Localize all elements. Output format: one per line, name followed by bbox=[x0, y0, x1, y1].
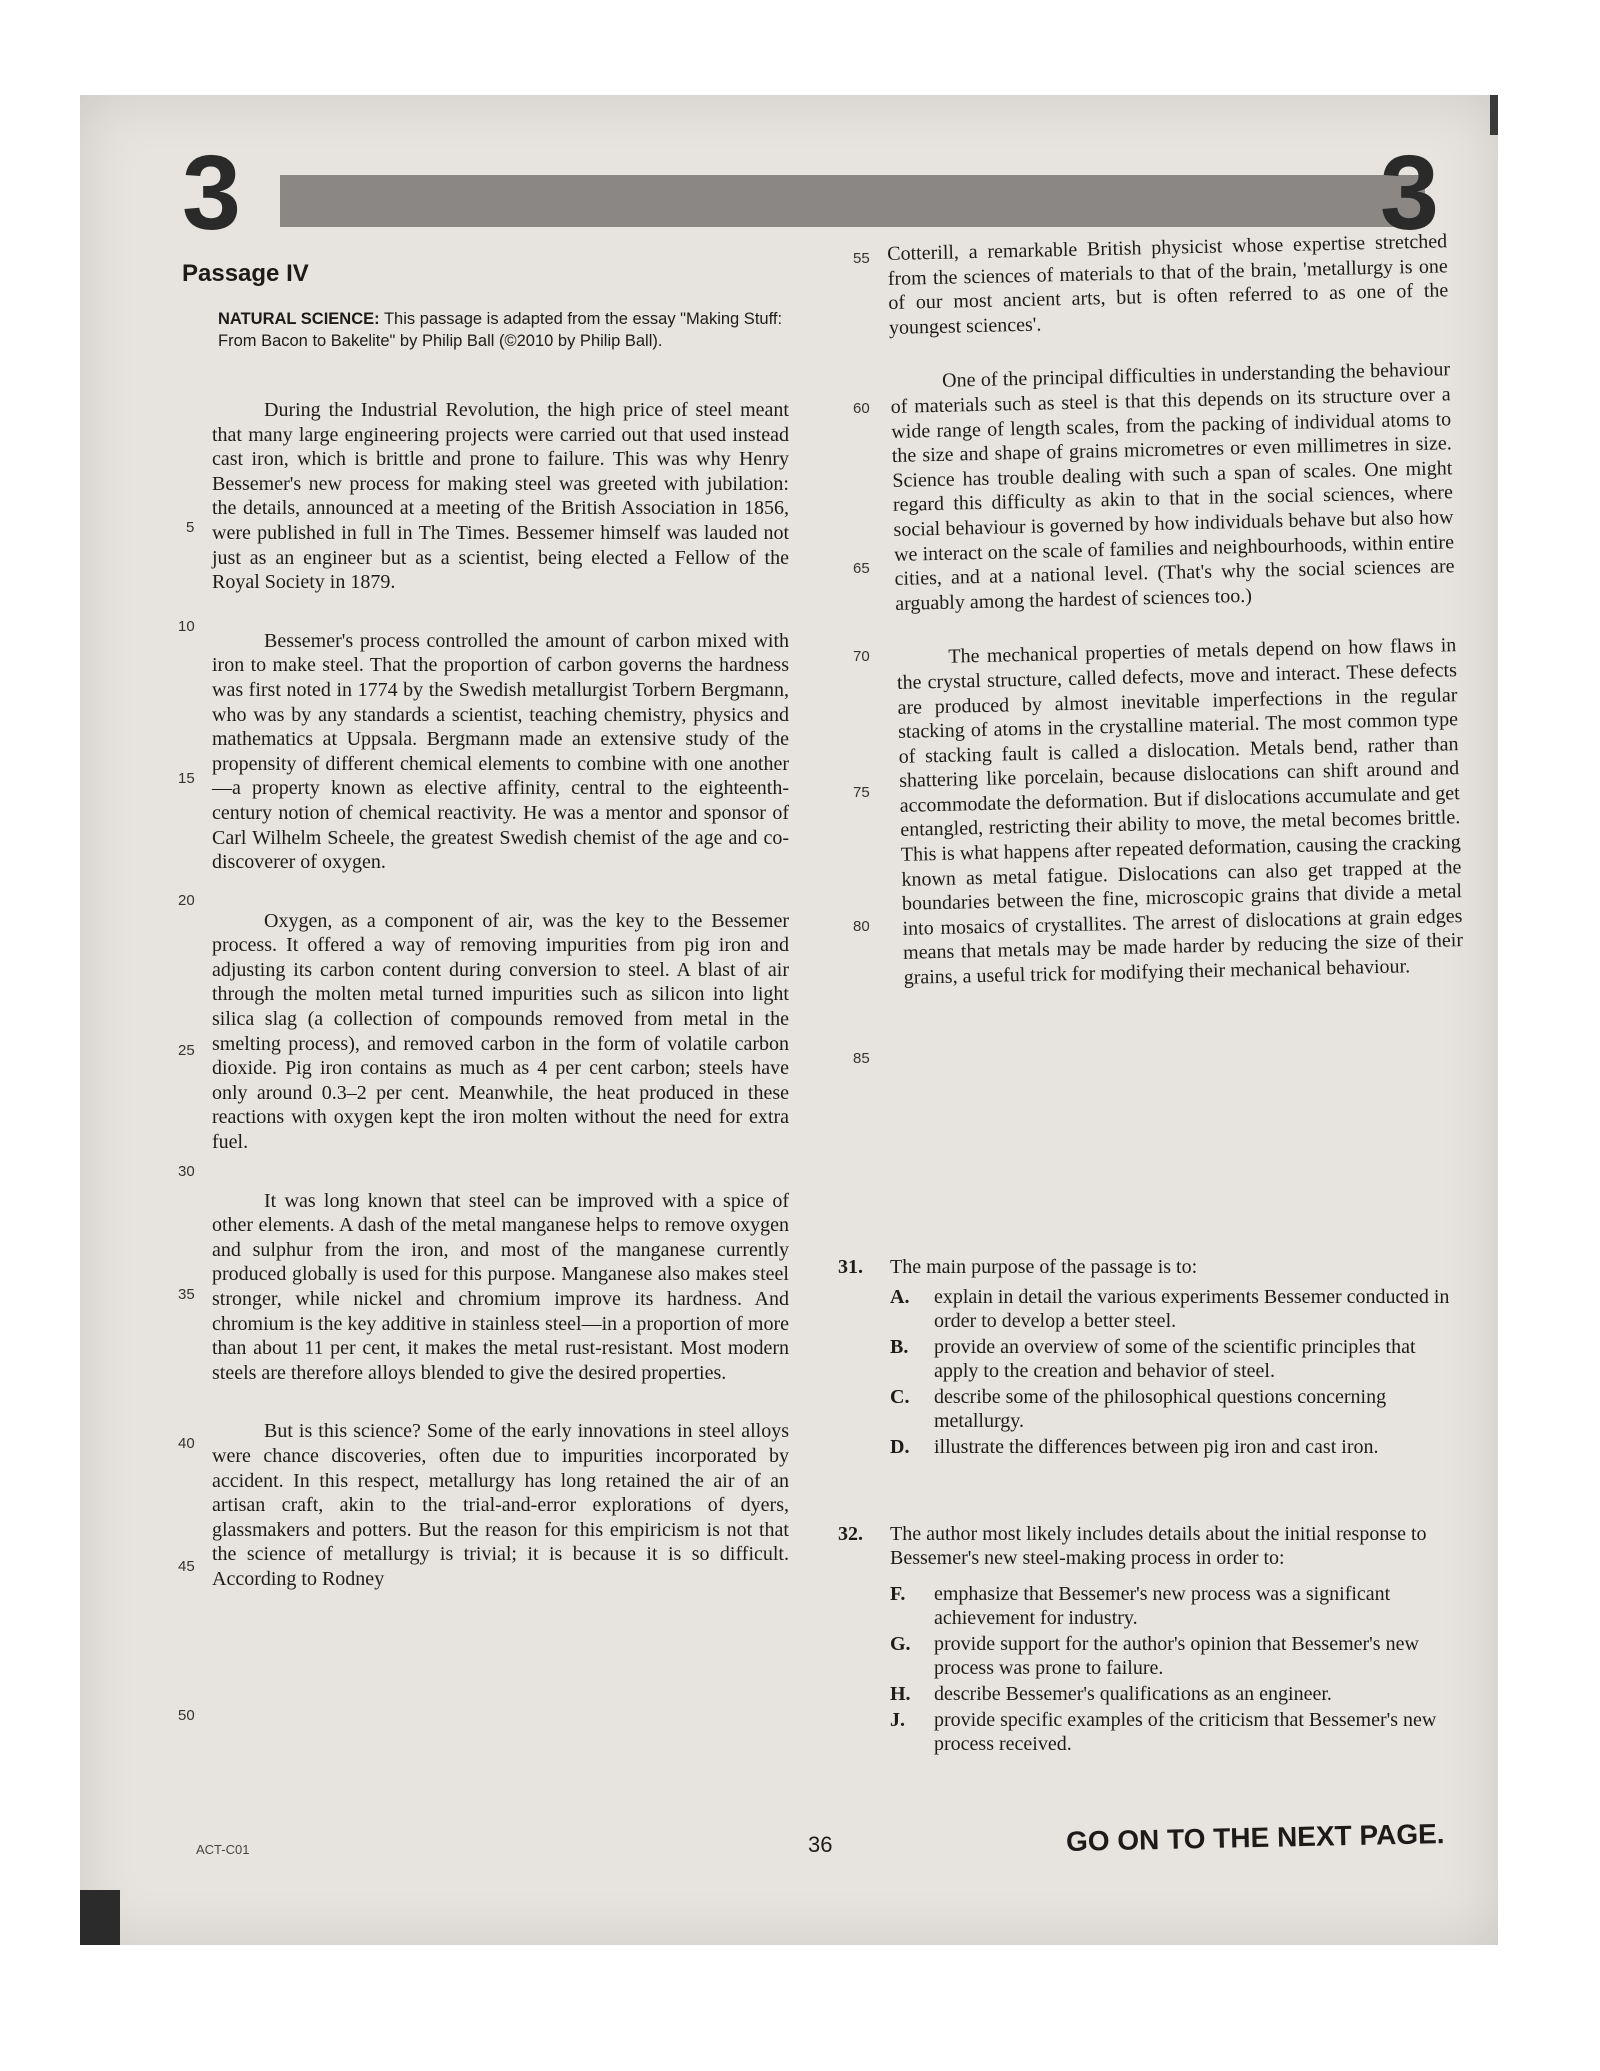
option-text: illustrate the differences between pig iron and cast iron. bbox=[934, 1436, 1379, 1458]
option-label: G. bbox=[890, 1633, 911, 1655]
line-number: 65 bbox=[853, 560, 870, 577]
option-label: B. bbox=[890, 1336, 909, 1358]
go-on-notice: GO ON TO THE NEXT PAGE. bbox=[1065, 1818, 1445, 1857]
form-code: ACT-C01 bbox=[196, 1842, 250, 1857]
answer-option-j[interactable] bbox=[890, 1708, 1450, 1756]
option-label: J. bbox=[890, 1709, 905, 1731]
section-number-right: 3 bbox=[1380, 134, 1439, 252]
source-text: This passage is adapted from the essay "Making Stuff: From Bacon to Bakelite" by Philip Ball (©2010 by Philip Ball). bbox=[218, 310, 783, 350]
line-number: 50 bbox=[178, 1707, 195, 1724]
line-number: 40 bbox=[178, 1435, 195, 1452]
paragraph-1: During the Industrial Revolution, the high price of steel meant that many large engineering projects were carried out that used instead cast iron, which is brittle and prone to failure. This was why Henry Bessemer's new process for making steel was greeted with jubilation: the details, announced at a meeting of the British Association in 1856, were published in full in The Times. Bessemer himself was lauded not just as an engineer but as a scientist, being elected a Fellow of the Royal Society in 1879. bbox=[212, 399, 789, 594]
passage-title: Passage IV bbox=[182, 260, 309, 287]
line-number: 5 bbox=[186, 519, 195, 536]
paragraph-8: The mechanical properties of metals depend on how flaws in the crystal structure, called defects, move and interact. These defects are produced by almost inevitable imperfections in the regular stacking of atoms in the crystalline material. The most common type of stacking fault is called a dislocation. Metals bend, rather than shattering like porcelain, because dislocations can shift around and accommodate the deformation. But if dislocations accumulate and get entangled, restricting their ability to move, the metal becomes brittle. This is what happens after repeated deformation, causing the cracking known as metal fatigue. Dislocations can also get trapped at the boundaries between the fine, microscopic grains that divide a metal into mosaics of crystallites. The arrest of dislocations at grain edges means that metals may be made harder by reducing the size of their grains, a useful trick for modifying their mechanical behaviour. bbox=[896, 634, 1464, 989]
passage-left-column bbox=[212, 398, 789, 1592]
line-number: 80 bbox=[853, 918, 870, 935]
line-number: 55 bbox=[853, 250, 870, 267]
line-number: 85 bbox=[853, 1050, 870, 1067]
line-number: 30 bbox=[178, 1163, 195, 1180]
paragraph-4: It was long known that steel can be improved with a spice of other elements. A dash of the metal manganese helps to remove oxygen and sulphur from the iron, and most of the manganese currently produced globally is used for this purpose. Manganese also makes steel stronger, while nickel and chromium improve its hardness. And chromium is the key additive in stainless steel—in a proportion of more than about 11 per cent, it makes the metal rust-resistant. Most modern steels are therefore alloys blended to give the desired properties. bbox=[212, 1189, 789, 1384]
answer-option-h[interactable] bbox=[890, 1682, 1450, 1706]
question-number: 32. bbox=[838, 1523, 863, 1545]
question-31 bbox=[838, 1255, 1450, 1459]
question-stem: The author most likely includes details about the initial response to Bessemer's new steel-making process in order to: bbox=[890, 1523, 1427, 1569]
question-number: 31. bbox=[838, 1256, 863, 1278]
passage-right-column bbox=[887, 229, 1464, 990]
question-32 bbox=[838, 1522, 1450, 1756]
answer-option-a[interactable] bbox=[890, 1285, 1450, 1333]
question-stem: The main purpose of the passage is to: bbox=[890, 1256, 1198, 1278]
line-number: 70 bbox=[853, 648, 870, 665]
source-label: NATURAL SCIENCE: bbox=[218, 310, 380, 328]
paragraph-7: One of the principal difficulties in understanding the behaviour of materials such as steel is that this depends on its structure over a wide range of length scales, from the packing of individual atoms to the size and shape of grains micrometres or even millimetres in size. Science has trouble dealing with such a span of scales. One might regard this difficulty as akin to that in the social sciences, where social behaviour is governed by how individuals behave but also how we interact on the scale of families and neighbourhoods, within entire cities, and at a national level. (That's why the social sciences are arguably among the hardest of sciences too.) bbox=[890, 358, 1455, 615]
answer-option-c[interactable] bbox=[890, 1385, 1450, 1433]
option-text: provide an overview of some of the scientific principles that apply to the creation and behavior of steel. bbox=[934, 1336, 1416, 1382]
line-number: 75 bbox=[853, 784, 870, 801]
section-number-left: 3 bbox=[182, 134, 241, 252]
option-text: provide specific examples of the criticism that Bessemer's new process received. bbox=[934, 1709, 1437, 1755]
answer-option-g[interactable] bbox=[890, 1632, 1450, 1680]
option-label: D. bbox=[890, 1436, 910, 1458]
passage-source bbox=[218, 308, 795, 352]
line-number: 60 bbox=[853, 400, 870, 417]
paragraph-6: Cotterill, a remarkable British physicist whose expertise stretched from the sciences of materials to that of the brain, 'metallurgy is one of our most ancient arts, but is often referred to as one of the youngest sciences'. bbox=[887, 230, 1449, 339]
page-number: 36 bbox=[808, 1832, 833, 1857]
paragraph-3: Oxygen, as a component of air, was the key to the Bessemer process. It offered a way of removing impurities from pig iron and adjusting its carbon content during conversion to steel. A blast of air through the molten metal turned impurities such as silicon into light silica slag (a collection of compounds removed from metal in the smelting process), and removed carbon in the form of volatile carbon dioxide. Pig iron contains as much as 4 per cent carbon; steels have only around 0.3–2 per cent. Meanwhile, the heat produced in these reactions with oxygen kept the iron molten without the need for extra fuel. bbox=[212, 909, 789, 1154]
scan-edge-shadow bbox=[80, 1890, 120, 1945]
answer-option-f[interactable] bbox=[890, 1582, 1450, 1630]
option-label: A. bbox=[890, 1286, 910, 1308]
option-label: H. bbox=[890, 1683, 911, 1705]
answer-option-b[interactable] bbox=[890, 1335, 1450, 1383]
option-text: explain in detail the various experiments Bessemer conducted in order to develop a better steel. bbox=[934, 1286, 1450, 1332]
section-header-bar bbox=[280, 175, 1425, 227]
line-number: 15 bbox=[178, 770, 195, 787]
line-number: 45 bbox=[178, 1558, 195, 1575]
option-label: F. bbox=[890, 1583, 906, 1605]
scan-edge-mark bbox=[1490, 95, 1498, 135]
line-number: 10 bbox=[178, 618, 195, 635]
line-number: 35 bbox=[178, 1286, 195, 1303]
line-number: 25 bbox=[178, 1042, 195, 1059]
paragraph-5: But is this science? Some of the early innovations in steel alloys were chance discoveries, often due to impurities incorporated by accident. In this respect, metallurgy has long retained the air of an artisan craft, akin to the trial-and-error explorations of dyers, glassmakers and potters. But the reason for this empiricism is not that the science of metallurgy is trivial; it is because it is so difficult. According to Rodney bbox=[212, 1420, 789, 1590]
paragraph-2: Bessemer's process controlled the amount of carbon mixed with iron to make steel. That the proportion of carbon governs the hardness was first noted in 1774 by the Swedish metallurgist Torbern Bergmann, who was by any standards a scientist, teaching chemistry, physics and mathematics at Uppsala. Bergmann made an extensive study of the propensity of different chemical elements to combine with one another—a property known as elective affinity, central to the eighteenth-century notion of chemical reactivity. He was a mentor and sponsor of Carl Wilhelm Scheele, the greatest Swedish chemist of the age and co-discoverer of oxygen. bbox=[212, 629, 789, 874]
answer-option-d[interactable] bbox=[890, 1435, 1450, 1459]
option-text: provide support for the author's opinion that Bessemer's new process was prone to failure. bbox=[934, 1633, 1419, 1679]
option-text: describe Bessemer's qualifications as an engineer. bbox=[934, 1683, 1332, 1705]
line-number: 20 bbox=[178, 892, 195, 909]
option-text: describe some of the philosophical questions concerning metallurgy. bbox=[934, 1386, 1387, 1432]
option-text: emphasize that Bessemer's new process was a significant achievement for industry. bbox=[934, 1583, 1391, 1629]
option-label: C. bbox=[890, 1386, 910, 1408]
